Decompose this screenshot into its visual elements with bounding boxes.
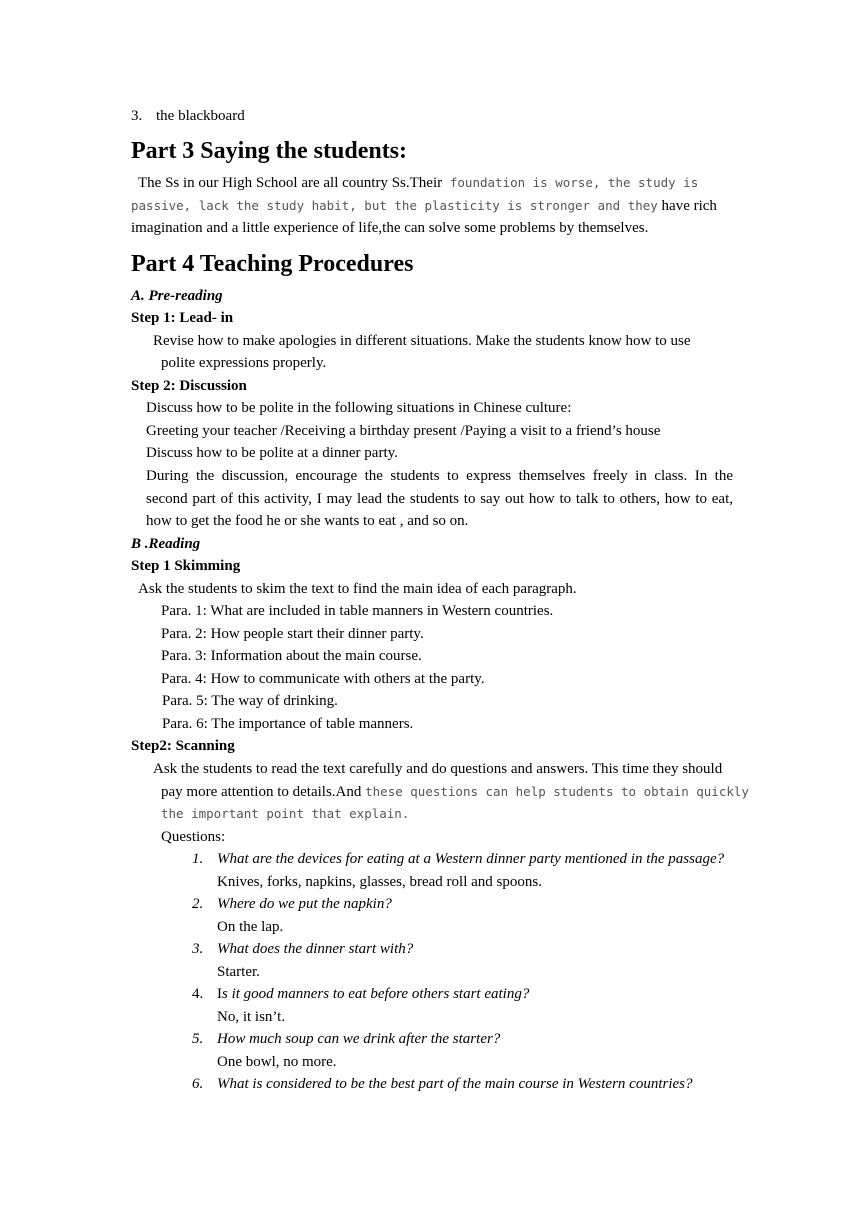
step-heading: Step 1: Lead- in [131,310,234,326]
paragraph-line [161,783,749,801]
question-text: How much soup can we drink after the starter? [217,1031,501,1047]
paragraph-text-mono: these questions can help students to obtain quickly [365,784,749,799]
question-number: 5. [192,1031,204,1047]
subsection-heading: A. Pre-reading [131,288,223,304]
paragraph-text: pay more attention to details.And [161,784,362,800]
question-number: 3. [192,941,204,957]
answer-text: Knives, forks, napkins, glasses, bread roll and spoons. [217,874,542,890]
paragraph-text-mono: foundation is worse, the study is [449,175,699,190]
list-item: Para. 3: Information about the main course. [161,648,422,664]
question-number: 4. [192,986,204,1002]
paragraph-text-mono: passive, lack the study habit, but the plasticity is stronger and they [131,198,658,213]
question-number: 1. [192,851,204,867]
list-item: the blackboard [156,108,245,124]
questions-label: Questions: [161,829,226,845]
question-text-lead: I [217,986,222,1002]
question-text: What are the devices for eating at a Western dinner party mentioned in the passage? [217,851,725,867]
answer-text: Starter. [217,964,260,980]
paragraph-text: The Ss in our High School are all country Ss.Their [138,175,443,191]
section-heading: Part 3 Saying the students: [131,138,408,164]
answer-text: No, it isn’t. [217,1009,286,1025]
answer-text: On the lap. [217,919,284,935]
paragraph-text: have rich [661,198,717,214]
paragraph-line: Revise how to make apologies in different situations. Make the students know how to use [153,333,691,349]
paragraph-line: Discuss how to be polite in the following situations in Chinese culture: [146,400,572,416]
question-text: Where do we put the napkin? [217,896,392,912]
question-number: 6. [192,1076,204,1092]
paragraph-line: Discuss how to be polite at a dinner party. [146,445,398,461]
question-text [217,985,529,1003]
paragraph-line [138,174,698,192]
paragraph-line: how to get the food he or she wants to eat , and so on. [146,513,469,529]
step-heading: Step2: Scanning [131,738,235,754]
question-text: What is considered to be the best part of the main course in Western countries? [217,1076,693,1092]
section-heading: Part 4 Teaching Procedures [131,251,414,277]
step-heading: Step 2: Discussion [131,378,247,394]
paragraph-line: polite expressions properly. [161,355,327,371]
paragraph-line: imagination and a little experience of life,the can solve some problems by themselves. [131,220,649,236]
paragraph-line: Ask the students to skim the text to find the main idea of each paragraph. [138,581,577,597]
paragraph-text-mono: the important point that explain. [161,806,410,821]
paragraph-line: Greeting your teacher /Receiving a birthday present /Paying a visit to a friend’s house [146,423,661,439]
paragraph-line: second part of this activity, I may lead the students to say out how to talk to others, how to eat, [146,491,733,507]
subsection-heading: B .Reading [131,536,201,552]
list-item: Para. 2: How people start their dinner party. [161,626,424,642]
list-item: Para. 6: The importance of table manners. [162,716,414,732]
question-text: What does the dinner start with? [217,941,414,957]
paragraph-line [161,805,409,823]
answer-text: One bowl, no more. [217,1054,337,1070]
list-item: Para. 5: The way of drinking. [162,693,338,709]
question-number: 2. [192,896,204,912]
paragraph-line: During the discussion, encourage the students to express themselves freely in class. In the [146,468,733,484]
list-item: Para. 1: What are included in table manners in Western countries. [161,603,554,619]
step-heading: Step 1 Skimming [131,558,241,574]
paragraph-line: Ask the students to read the text carefully and do questions and answers. This time they should [153,761,723,777]
paragraph-line [131,197,717,215]
list-item: Para. 4: How to communicate with others at the party. [161,671,485,687]
question-text-rest: s it good manners to eat before others start eating? [222,986,530,1002]
list-number: 3. [131,108,143,124]
